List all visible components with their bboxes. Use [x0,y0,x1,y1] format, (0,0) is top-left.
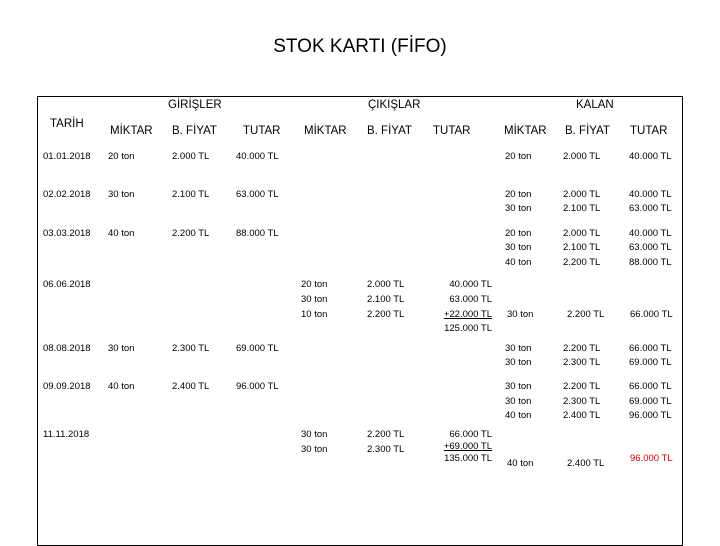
row-6-kalan-miktar-2: 30 ton [505,396,532,407]
row-3-kalan-bfiyat-1: 2.000 TL [563,228,601,239]
row-2-kalan-miktar-1: 20 ton [505,189,532,200]
row-4-cikis-miktar-1: 20 ton [301,279,328,290]
row-4-cikis-miktar-2: 30 ton [301,294,328,305]
row-3-kalan-bfiyat-3: 2.200 TL [563,257,601,268]
row-6-giris-miktar: 40 ton [108,381,135,392]
row-3-giris-tutar: 88.000 TL [236,228,279,239]
row-1-giris-tutar: 40.000 TL [236,151,279,162]
row-6-giris-tutar: 96.000 TL [236,381,279,392]
row-7-cikis-tutar-2: +69.000 TL [443,441,492,452]
row-1-tarih: 01.01.2018 [43,151,91,162]
row-7-cikis-miktar-1: 30 ton [301,429,328,440]
row-1-giris-bfiyat: 2.000 TL [172,151,210,162]
row-7-cikis-tutar-total: 135.000 TL [444,453,492,464]
row-4-tarih: 06.06.2018 [43,279,91,290]
row-6-kalan-tutar-2: 69.000 TL [629,396,672,407]
row-5-giris-tutar: 69.000 TL [236,343,279,354]
row-4-kalan-tutar: 66.000 TL [630,309,673,320]
row-2-giris-miktar: 30 ton [108,189,135,200]
row-3-kalan-tutar-1: 40.000 TL [629,228,672,239]
header-kalan-bfiyat: B. FİYAT [565,125,610,137]
header-kalan-miktar: MİKTAR [504,125,547,137]
row-2-tarih: 02.02.2018 [43,189,91,200]
row-1-kalan-tutar: 40.000 TL [629,151,672,162]
header-girisler: GİRİŞLER [168,99,222,111]
row-6-kalan-miktar-3: 40 ton [505,410,532,421]
row-7-cikis-bfiyat-1: 2.200 TL [367,429,405,440]
header-cikis-miktar: MİKTAR [304,125,347,137]
header-cikis-tutar: TUTAR [433,125,471,137]
row-7-kalan-tutar: 96.000 TL [630,453,673,464]
row-3-kalan-miktar-2: 30 ton [505,242,532,253]
row-2-kalan-tutar-1: 40.000 TL [629,189,672,200]
row-6-kalan-tutar-3: 96.000 TL [629,410,672,421]
header-giris-tutar: TUTAR [243,125,281,137]
header-kalan: KALAN [576,99,614,111]
row-4-cikis-tutar-1: 40.000 TL [449,279,492,290]
row-6-giris-bfiyat: 2.400 TL [172,381,210,392]
row-6-kalan-miktar-1: 30 ton [505,381,532,392]
row-5-kalan-tutar-1: 66.000 TL [629,343,672,354]
header-cikis-bfiyat: B. FİYAT [367,125,412,137]
row-3-tarih: 03.03.2018 [43,228,91,239]
row-4-cikis-bfiyat-2: 2.100 TL [367,294,405,305]
row-5-kalan-miktar-2: 30 ton [505,357,532,368]
row-7-cikis-bfiyat-2: 2.300 TL [367,444,405,455]
page-title: STOK KARTI (FİFO) [273,36,447,57]
row-2-giris-tutar: 63.000 TL [236,189,279,200]
row-5-kalan-miktar-1: 30 ton [505,343,532,354]
row-1-kalan-bfiyat: 2.000 TL [563,151,601,162]
header-tarih: TARİH [50,118,84,130]
row-4-cikis-tutar-2: 63.000 TL [449,294,492,305]
row-7-cikis-miktar-2: 30 ton [301,444,328,455]
header-giris-miktar: MİKTAR [110,125,153,137]
row-3-kalan-tutar-2: 63.000 TL [629,242,672,253]
row-4-cikis-miktar-3: 10 ton [301,309,328,320]
row-4-kalan-bfiyat: 2.200 TL [567,309,605,320]
row-3-giris-bfiyat: 2.200 TL [172,228,210,239]
row-5-giris-bfiyat: 2.300 TL [172,343,210,354]
row-6-tarih: 09.09.2018 [43,381,91,392]
row-2-kalan-bfiyat-1: 2.000 TL [563,189,601,200]
row-5-tarih: 08.08.2018 [43,343,91,354]
row-6-kalan-bfiyat-1: 2.200 TL [563,381,601,392]
row-5-kalan-tutar-2: 69.000 TL [629,357,672,368]
row-7-tarih: 11.11.2018 [43,429,90,440]
row-2-kalan-tutar-2: 63.000 TL [629,203,672,214]
row-2-giris-bfiyat: 2.100 TL [172,189,210,200]
row-7-kalan-bfiyat: 2.400 TL [567,458,605,469]
row-3-giris-miktar: 40 ton [108,228,135,239]
row-2-kalan-bfiyat-2: 2.100 TL [563,203,601,214]
row-4-cikis-bfiyat-1: 2.000 TL [367,279,405,290]
header-kalan-tutar: TUTAR [630,125,668,137]
row-2-kalan-miktar-2: 30 ton [505,203,532,214]
row-4-cikis-bfiyat-3: 2.200 TL [367,309,405,320]
row-4-cikis-tutar-total: 125.000 TL [444,323,492,334]
row-5-kalan-bfiyat-1: 2.200 TL [563,343,601,354]
row-4-kalan-miktar: 30 ton [507,309,534,320]
row-3-kalan-miktar-3: 40 ton [505,257,532,268]
row-6-kalan-bfiyat-3: 2.400 TL [563,410,601,421]
row-5-giris-miktar: 30 ton [108,343,135,354]
row-1-giris-miktar: 20 ton [108,151,135,162]
row-3-kalan-miktar-1: 20 ton [505,228,532,239]
row-6-kalan-tutar-1: 66.000 TL [629,381,672,392]
row-7-cikis-tutar-1: 66.000 TL [449,429,492,440]
row-3-kalan-tutar-3: 88.000 TL [629,257,672,268]
row-4-cikis-tutar-3: +22.000 TL [443,309,492,320]
header-cikislar: ÇIKIŞLAR [368,99,421,111]
row-3-kalan-bfiyat-2: 2.100 TL [563,242,601,253]
header-giris-bfiyat: B. FİYAT [172,125,217,137]
row-6-kalan-bfiyat-2: 2.300 TL [563,396,601,407]
row-1-kalan-miktar: 20 ton [505,151,532,162]
row-5-kalan-bfiyat-2: 2.300 TL [563,357,601,368]
row-7-kalan-miktar: 40 ton [507,458,534,469]
